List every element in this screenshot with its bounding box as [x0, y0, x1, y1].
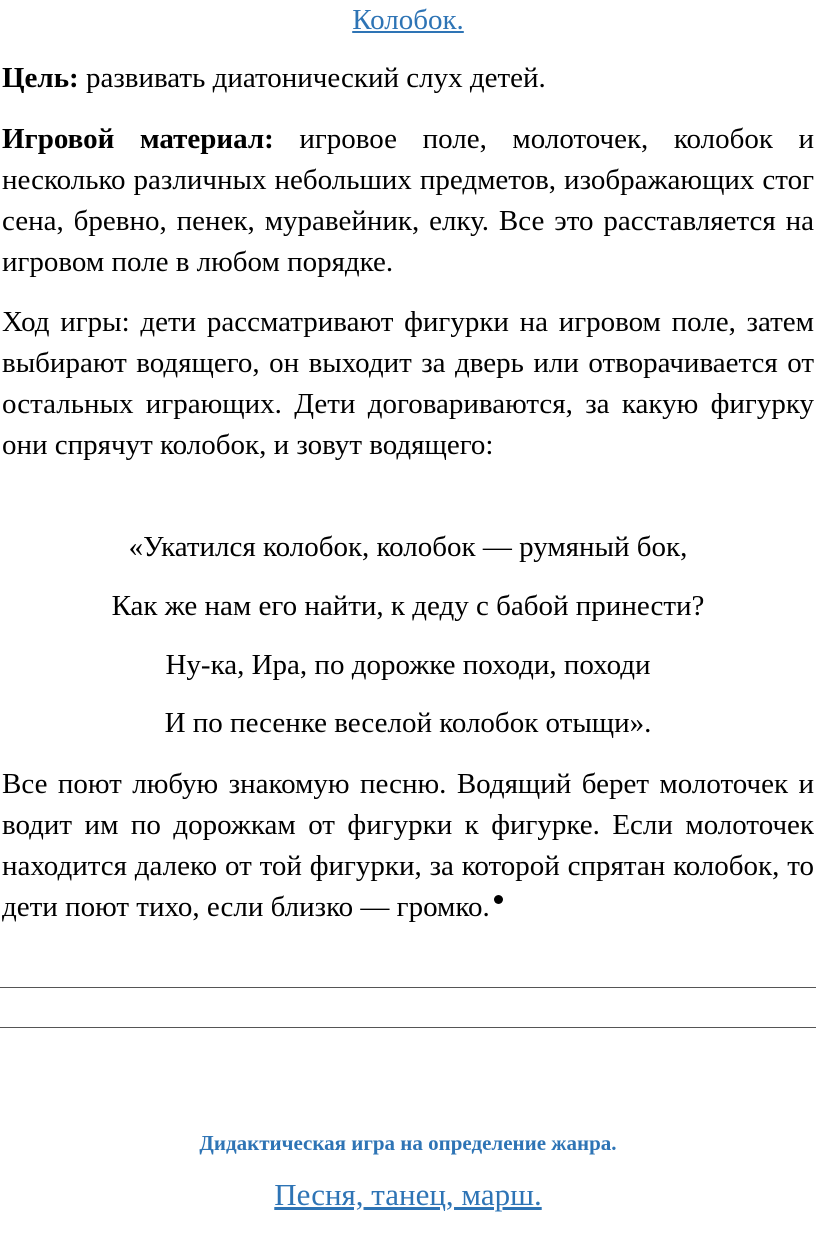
material-text: игровое поле, молоточек, колобок и несколько различных небольших предметов, изображающих стог сена, бревно, пенек, муравейник, елку. Все это расставляется на игровом поле в любом порядке. [2, 123, 814, 278]
ending-text: Все поют любую знакомую песню. Водящий берет молоточек и водит им по дорожкам от фигурки к фигурке. Если молоточек находится далеко от той фигурки, за которой спрятан колобок, то дети поют тихо, если близко — громко. [2, 768, 814, 923]
verse-line-1: «Укатился колобок, колобок — румяный бок, [128, 531, 688, 563]
verse-line-2: Как же нам его найти, к деду с бабой принести? [111, 590, 705, 622]
game-title-link[interactable]: Колобок. [352, 4, 464, 36]
verse-line-4: И по песенке веселой колобок отыщи». [164, 707, 652, 739]
next-game-title-link[interactable]: Песня, танец, марш. [274, 1177, 542, 1212]
verse-line-3: Ну-ка, Ира, по дорожке походи, походи [165, 649, 651, 681]
bullet-icon [494, 895, 503, 904]
material-label: Игровой материал: [2, 123, 274, 155]
divider-line-2 [0, 1027, 816, 1028]
goal-paragraph [2, 58, 814, 99]
goal-text: развивать диатонический слух детей. [78, 62, 546, 94]
material-paragraph [2, 119, 814, 283]
next-game-heading: Дидактическая игра на определение жанра. [199, 1131, 617, 1155]
ending-paragraph [2, 764, 814, 928]
divider-line-1 [0, 987, 816, 988]
goal-label: Цель: [2, 62, 79, 94]
course-paragraph: Ход игры: дети рассматривают фигурки на игровом поле, затем выбирают водящего, он выходит за дверь или отворачивается от остальных играющих. Дети договариваются, за какую фигурку они спрячут колобок, и зовут водящего: [2, 306, 814, 461]
